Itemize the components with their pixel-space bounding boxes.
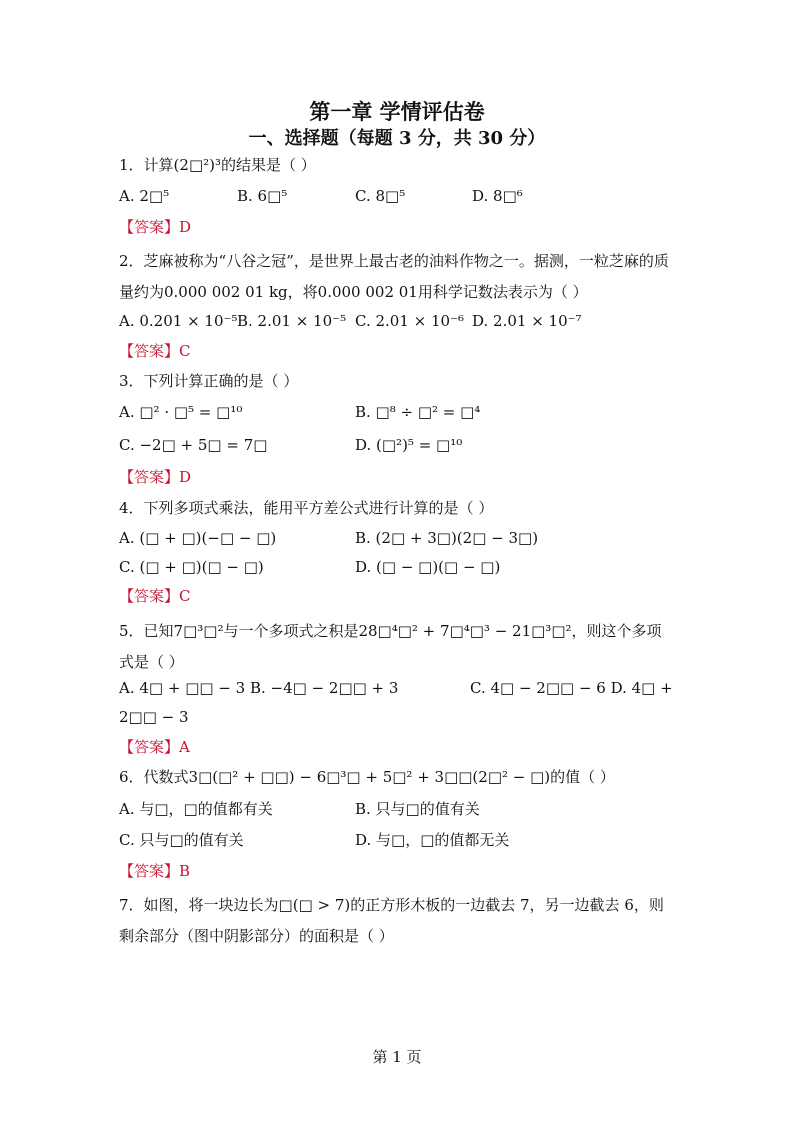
q3-answer: 【答案】D	[119, 468, 192, 486]
question-7-stem: 7．如图，将一块边长为□(□ > 7)的正方形木板的一边截去 7，另一边截去 6，则剩余部分（图中阴影部分）的面积是（ ）	[119, 896, 664, 945]
q6-option-a: A. 与□，□的值都有关	[119, 800, 273, 818]
q2-option-c: C. 2.01 × 10⁻⁶	[355, 312, 464, 330]
q4-option-b: B. (2□ + 3□)(2□ − 3□)	[355, 529, 539, 547]
q6-option-c: C. 只与□的值有关	[119, 831, 244, 849]
question-5-stem: 5．已知7□³□²与一个多项式之积是28□⁴□² + 7□⁴□³ − 21□³□²，则这个多项式是（ ）	[119, 622, 662, 671]
q1-option-b: B. 6□⁵	[237, 187, 288, 205]
q3-option-b: B. □⁸ ÷ □² = □⁴	[355, 403, 481, 421]
q6-answer: 【答案】B	[119, 862, 191, 880]
question-1-stem: 1．计算(2□²)³的结果是（ ）	[119, 156, 316, 174]
question-4-stem: 4．下列多项式乘法，能用平方差公式进行计算的是（ ）	[119, 499, 494, 517]
page-title: 第一章 学情评估卷	[309, 99, 485, 124]
q4-option-d: D. (□ − □)(□ − □)	[355, 558, 501, 576]
q2-option-a: A. 0.201 × 10⁻⁵	[119, 312, 238, 330]
q5-answer: 【答案】A	[119, 738, 190, 756]
q2-option-b: B. 2.01 × 10⁻⁵	[237, 312, 347, 330]
q2-option-d: D. 2.01 × 10⁻⁷	[472, 312, 582, 330]
q5-option-cd: C. 4□ − 2□□ − 6 D. 4□ +	[470, 679, 673, 697]
page-footer: 第 1 页	[372, 1048, 422, 1066]
question-3-stem: 3．下列计算正确的是（ ）	[119, 372, 299, 390]
q1-option-d: D. 8□⁶	[472, 187, 523, 205]
question-2-stem: 2．芝麻被称为“八谷之冠”，是世界上最古老的油料作物之一。据测，一粒芝麻的质量约为0.000 002 01 kg，将0.000 002 01用科学记数法表示为（ ）	[119, 252, 669, 301]
q6-option-d: D. 与□，□的值都无关	[355, 831, 510, 849]
q1-option-c: C. 8□⁵	[355, 187, 406, 205]
q1-answer: 【答案】D	[119, 218, 192, 236]
q4-option-a: A. (□ + □)(−□ − □)	[119, 529, 277, 547]
q5-option-d-cont: 2□□ − 3	[119, 708, 189, 726]
q6-option-b: B. 只与□的值有关	[355, 800, 480, 818]
q4-answer: 【答案】C	[119, 587, 191, 605]
q3-option-d: D. (□²)⁵ = □¹⁰	[355, 436, 463, 454]
question-6-stem: 6．代数式3□(□² + □□) − 6□³□ + 5□² + 3□□(2□² − □)的值（ ）	[119, 768, 615, 786]
q5-option-ab: A. 4□ + □□ − 3 B. −4□ − 2□□ + 3	[119, 679, 399, 697]
section-heading: 一、选择题（每题 3 分，共 30 分）	[248, 128, 546, 149]
q1-option-a: A. 2□⁵	[119, 187, 170, 205]
q3-option-c: C. −2□ + 5□ = 7□	[119, 436, 268, 454]
q4-option-c: C. (□ + □)(□ − □)	[119, 558, 264, 576]
q2-answer: 【答案】C	[119, 342, 191, 360]
q3-option-a: A. □² · □⁵ = □¹⁰	[119, 403, 243, 421]
